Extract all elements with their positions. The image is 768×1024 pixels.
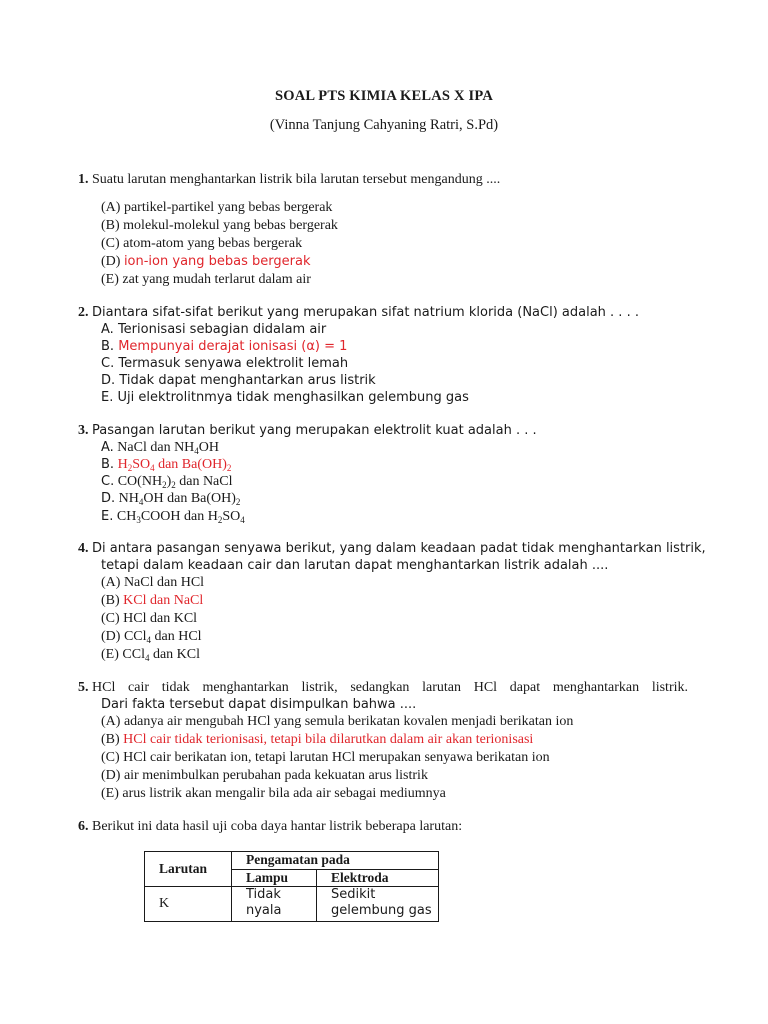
question-4-continued: tetapi dalam keadaan cair dan larutan dapat menghantarkan listrik adalah .... bbox=[101, 558, 609, 573]
question-text: HCl cair tidak menghantarkan listrik, sedangkan larutan HCl dapat menghantarkan listrik. bbox=[92, 680, 688, 695]
question-text: Suatu larutan menghantarkan listrik bila larutan tersebut mengandung .... bbox=[92, 172, 501, 187]
header-larutan: Larutan bbox=[145, 852, 232, 887]
option-1b: (B) molekul-molekul yang bebas bergerak bbox=[101, 218, 338, 233]
option-5a: (A) adanya air mengubah HCl yang semula berikatan kovalen menjadi berikatan ion bbox=[101, 714, 574, 729]
question-1 bbox=[78, 171, 500, 189]
correct-answer: Mempunyai derajat ionisasi (α) = 1 bbox=[118, 339, 348, 354]
question-number: 2. bbox=[78, 305, 89, 320]
option-1e: (E) zat yang mudah terlarut dalam air bbox=[101, 272, 311, 287]
question-text: Diantara sifat-sifat berikut yang merupakan sifat natrium klorida (NaCl) adalah . . . . bbox=[92, 305, 639, 320]
question-6 bbox=[78, 818, 462, 836]
table-row bbox=[145, 887, 439, 922]
correct-answer: HCl cair tidak terionisasi, tetapi bila dilarutkan dalam air akan terionisasi bbox=[123, 732, 534, 747]
option-4c: (C) HCl dan KCl bbox=[101, 611, 198, 626]
correct-answer: $H_2SO_4$ dan $Ba(OH)_2$ bbox=[117, 457, 232, 473]
option-2b: B. Mempunyai derajat ionisasi (α) = 1 bbox=[101, 339, 348, 354]
option-3b: B. $H_2SO_4$ dan $Ba(OH)_2$ bbox=[101, 457, 232, 473]
author-line: (Vinna Tanjung Cahyaning Ratri, S.Pd) bbox=[269, 117, 499, 133]
question-5 bbox=[78, 679, 688, 697]
option-3e: E. $CH_3COOH$ dan $H_2SO_4$ bbox=[101, 509, 245, 525]
question-text: Pasangan larutan berikut yang merupakan elektrolit kuat adalah . . . bbox=[92, 423, 537, 438]
page-title: SOAL PTS KIMIA KELAS X IPA bbox=[274, 88, 494, 104]
option-5e: (E) arus listrik akan mengalir bila ada air sebagai mediumnya bbox=[101, 786, 446, 801]
option-1a: (A) partikel-partikel yang bebas bergerak bbox=[101, 200, 333, 215]
question-text: Di antara pasangan senyawa berikut, yang dalam keadaan padat tidak menghantarkan listrik, bbox=[92, 541, 706, 556]
question-text: Berikut ini data hasil uji coba daya hantar listrik beberapa larutan: bbox=[92, 819, 463, 834]
question-number: 5. bbox=[78, 680, 89, 695]
question-number: 1. bbox=[78, 172, 89, 187]
question-number: 4. bbox=[78, 541, 89, 556]
observation-table bbox=[144, 851, 439, 922]
option-5b: (B) HCl cair tidak terionisasi, tetapi bila dilarutkan dalam air akan terionisasi bbox=[101, 732, 534, 747]
correct-answer: ion-ion yang bebas bergerak bbox=[123, 254, 311, 269]
option-3c: C. $CO(NH_2)_2$ dan NaCl bbox=[101, 474, 233, 490]
option-2e: E. Uji elektrolitnmya tidak menghasilkan gelembung gas bbox=[101, 390, 469, 405]
header-lampu: Lampu bbox=[232, 869, 317, 887]
option-5d: (D) air menimbulkan perubahan pada kekuatan arus listrik bbox=[101, 768, 428, 783]
option-3d: D. $NH_4OH$ dan $Ba(OH)_2$ bbox=[101, 491, 241, 507]
option-4a: (A) NaCl dan HCl bbox=[101, 575, 205, 590]
cell-larutan: K bbox=[145, 887, 232, 922]
question-4 bbox=[78, 540, 706, 558]
question-5-continued: Dari fakta tersebut dapat disimpulkan bahwa .... bbox=[101, 697, 417, 712]
option-4e: (E) CCl$_4$ dan KCl bbox=[101, 647, 201, 663]
question-3 bbox=[78, 422, 537, 440]
option-2d: D. Tidak dapat menghantarkan arus listrik bbox=[101, 373, 376, 388]
cell-lampu: Tidak nyala bbox=[232, 887, 317, 922]
option-1d: (D) ion-ion yang bebas bergerak bbox=[101, 254, 311, 269]
option-4d: (D) CCl$_4$ dan HCl bbox=[101, 629, 202, 645]
question-number: 6. bbox=[78, 819, 89, 834]
question-2 bbox=[78, 304, 639, 322]
question-number: 3. bbox=[78, 423, 89, 438]
option-5c: (C) HCl cair berikatan ion, tetapi larutan HCl merupakan senyawa berikatan ion bbox=[101, 750, 550, 765]
option-3a: A. NaCl dan $NH_4OH$ bbox=[101, 440, 220, 456]
correct-answer: KCl dan NaCl bbox=[123, 593, 204, 608]
option-2c: C. Termasuk senyawa elektrolit lemah bbox=[101, 356, 349, 371]
header-elektroda: Elektroda bbox=[317, 869, 439, 887]
option-4b: (B) KCl dan NaCl bbox=[101, 593, 204, 608]
cell-elektroda: Sedikit gelembung gas bbox=[317, 887, 439, 922]
option-2a: A. Terionisasi sebagian didalam air bbox=[101, 322, 327, 337]
header-pengamatan: Pengamatan pada bbox=[232, 852, 439, 870]
option-1c: (C) atom-atom yang bebas bergerak bbox=[101, 236, 303, 251]
